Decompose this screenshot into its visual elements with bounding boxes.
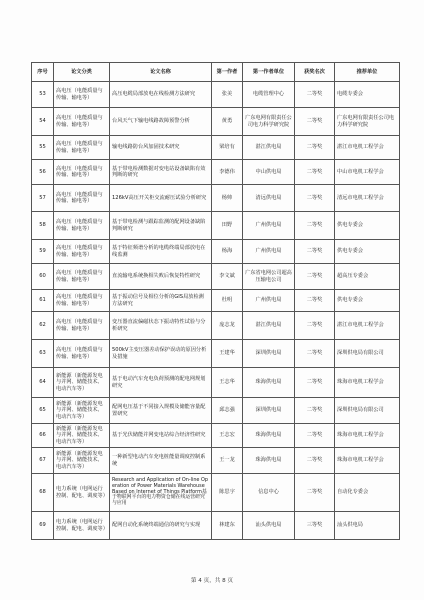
cell-recommender: 广东电网有限责任公司电力科学研究院 bbox=[335, 108, 400, 136]
table-row bbox=[32, 368, 400, 398]
cell-no: 61 bbox=[32, 290, 54, 312]
cell-unit: 珠海供电局 bbox=[243, 424, 295, 448]
cell-author: 杨帅 bbox=[212, 185, 243, 212]
cell-author: 张美 bbox=[212, 82, 243, 108]
cell-no: 65 bbox=[32, 398, 54, 424]
cell-award: 二等奖 bbox=[295, 398, 335, 424]
table-row bbox=[32, 108, 400, 136]
table-row bbox=[32, 474, 400, 512]
table-row bbox=[32, 398, 400, 424]
cell-no: 63 bbox=[32, 340, 54, 368]
page-footer: 第 4 页，共 8 页 bbox=[190, 578, 234, 584]
cell-award: 二等奖 bbox=[295, 424, 335, 448]
cell-title: 变压器直流偏磁状态下振动特性试验与分析研究 bbox=[110, 312, 212, 340]
cell-author: 邱志强 bbox=[212, 398, 243, 424]
cell-recommender: 深圳供电局有限公司 bbox=[335, 340, 400, 368]
cell-no: 55 bbox=[32, 136, 54, 160]
cell-category: 高电压（电能质量与传输、输电等） bbox=[54, 185, 110, 212]
table-row bbox=[32, 512, 400, 540]
cell-title: 配网电压基于不同接入规模及储能容量配置研究 bbox=[110, 398, 212, 424]
cell-no: 68 bbox=[32, 474, 54, 512]
cell-category: 新能源（新能源发电与并网、储能技术、电动汽车等） bbox=[54, 368, 110, 398]
cell-unit: 深圳供电局 bbox=[243, 398, 295, 424]
cell-unit: 广东电网有限责任公司电力科学研究院 bbox=[243, 108, 295, 136]
cell-award: 二等奖 bbox=[295, 448, 335, 474]
table-header-row bbox=[32, 63, 400, 82]
cell-recommender: 中山市电机工程学会 bbox=[335, 160, 400, 185]
cell-no: 60 bbox=[32, 264, 54, 290]
cell-recommender: 汕头供电局 bbox=[335, 512, 400, 540]
cell-author: 王一龙 bbox=[212, 448, 243, 474]
cell-unit: 广州供电局 bbox=[243, 240, 295, 264]
cell-award: 二等奖 bbox=[295, 136, 335, 160]
header-category: 论文分类 bbox=[54, 63, 110, 82]
table-row bbox=[32, 160, 400, 185]
cell-no: 66 bbox=[32, 424, 54, 448]
cell-no: 54 bbox=[32, 108, 54, 136]
cell-author: 黄勇 bbox=[212, 108, 243, 136]
cell-category: 高电压（电能质量与传输、输电等） bbox=[54, 340, 110, 368]
cell-no: 62 bbox=[32, 312, 54, 340]
cell-unit: 深圳供电局 bbox=[243, 340, 295, 368]
header-recommender: 推荐单位 bbox=[335, 63, 400, 82]
table-row bbox=[32, 448, 400, 474]
cell-recommender: 供电专委会 bbox=[335, 240, 400, 264]
cell-award: 二等奖 bbox=[295, 212, 335, 240]
cell-category: 高电压（电能质量与传输、输电等） bbox=[54, 212, 110, 240]
cell-category: 高电压（电能质量与传输、输电等） bbox=[54, 264, 110, 290]
cell-recommender: 珠海市电机工程学会 bbox=[335, 368, 400, 398]
table-row bbox=[32, 212, 400, 240]
cell-title: 500kV主变压器差动保护误动的原因分析及措施 bbox=[110, 340, 212, 368]
cell-unit: 广州供电局 bbox=[243, 212, 295, 240]
cell-unit: 汕头供电局 bbox=[243, 512, 295, 540]
cell-unit: 电缆管理中心 bbox=[243, 82, 295, 108]
cell-award: 二等奖 bbox=[295, 264, 335, 290]
cell-author: 李文斌 bbox=[212, 264, 243, 290]
header-author: 第一作者 bbox=[212, 63, 243, 82]
cell-recommender: 珠海市电机工程学会 bbox=[335, 448, 400, 474]
header-no: 序号 bbox=[32, 63, 54, 82]
cell-no: 58 bbox=[32, 212, 54, 240]
cell-author: 王志宏 bbox=[212, 424, 243, 448]
cell-recommender: 湛江市电机工程学会 bbox=[335, 312, 400, 340]
cell-title: 配网自动化系统终端通信的研究与实现 bbox=[110, 512, 212, 540]
cell-category: 高电压（电能质量与传输、输电等） bbox=[54, 82, 110, 108]
cell-category: 高电压（电能质量与传输、输电等） bbox=[54, 240, 110, 264]
cell-category: 电力系统（电网运行控制、配电、调度等） bbox=[54, 512, 110, 540]
cell-title: 输电线路防台风加固技术研究 bbox=[110, 136, 212, 160]
cell-recommender: 自动化专委会 bbox=[335, 474, 400, 512]
cell-award: 二等奖 bbox=[295, 160, 335, 185]
cell-author: 庞志龙 bbox=[212, 312, 243, 340]
cell-category: 高电压（电能质量与传输、输电等） bbox=[54, 136, 110, 160]
cell-category: 新能源（新能源发电与并网、储能技术、电动汽车等） bbox=[54, 398, 110, 424]
cell-unit: 珠海供电局 bbox=[243, 448, 295, 474]
cell-category: 高电压（电能质量与传输、输电等） bbox=[54, 312, 110, 340]
cell-author: 陈思宇 bbox=[212, 474, 243, 512]
cell-title: 直流输电系统换相失败后恢复特性研究 bbox=[110, 264, 212, 290]
cell-title: 基于特征频谱分析的电缆终端局部放电在线监测 bbox=[110, 240, 212, 264]
table-row bbox=[32, 185, 400, 212]
cell-unit: 珠海供电局 bbox=[243, 368, 295, 398]
cell-author: 田野 bbox=[212, 212, 243, 240]
cell-unit: 清远供电局 bbox=[243, 185, 295, 212]
table-row bbox=[32, 290, 400, 312]
cell-award: 三等奖 bbox=[295, 512, 335, 540]
cell-recommender: 电缆专委会 bbox=[335, 82, 400, 108]
cell-title: 基于电动汽车充电负荷预测的配电网规划研究 bbox=[110, 368, 212, 398]
cell-category: 高电压（电能质量与传输、输电等） bbox=[54, 290, 110, 312]
cell-no: 56 bbox=[32, 160, 54, 185]
cell-unit: 广州供电局 bbox=[243, 290, 295, 312]
cell-title: 高压电缆局部放电在线检测方法研究 bbox=[110, 82, 212, 108]
cell-unit: 湛江供电局 bbox=[243, 312, 295, 340]
cell-category: 电力系统（电网运行控制、配电、调度等） bbox=[54, 474, 110, 512]
table-row bbox=[32, 136, 400, 160]
cell-no: 64 bbox=[32, 368, 54, 398]
cell-recommender: 清远市电机工程学会 bbox=[335, 185, 400, 212]
cell-no: 69 bbox=[32, 512, 54, 540]
cell-author: 李德伟 bbox=[212, 160, 243, 185]
cell-title: 126kV高压开关柜交流耐压试验分析研究 bbox=[110, 185, 212, 212]
cell-author: 杜明 bbox=[212, 290, 243, 312]
cell-title: 一种新型电动汽车充电桩能量调度控制系统 bbox=[110, 448, 212, 474]
cell-author: 王建华 bbox=[212, 340, 243, 368]
cell-category: 高电压（电能质量与传输、输电等） bbox=[54, 108, 110, 136]
cell-author: 林建东 bbox=[212, 512, 243, 540]
cell-title: 基于振动信号及相位分析的GIS局放检测方法研究 bbox=[110, 290, 212, 312]
cell-category: 高电压（电能质量与传输、输电等） bbox=[54, 160, 110, 185]
cell-unit: 湛江供电局 bbox=[243, 136, 295, 160]
table-row bbox=[32, 312, 400, 340]
cell-no: 59 bbox=[32, 240, 54, 264]
table-row bbox=[32, 424, 400, 448]
cell-author: 王志华 bbox=[212, 368, 243, 398]
cell-recommender: 超高压专委会 bbox=[335, 264, 400, 290]
cell-recommender: 湛江市电机工程学会 bbox=[335, 136, 400, 160]
cell-unit: 中山供电局 bbox=[243, 160, 295, 185]
cell-title: 基于光伏储能并网变电站综合经济性研究 bbox=[110, 424, 212, 448]
table-row bbox=[32, 340, 400, 368]
cell-author: 杨海 bbox=[212, 240, 243, 264]
cell-no: 67 bbox=[32, 448, 54, 474]
cell-award: 二等奖 bbox=[295, 82, 335, 108]
cell-recommender: 珠海市电机工程学会 bbox=[335, 424, 400, 448]
header-title: 论文名称 bbox=[110, 63, 212, 82]
cell-award: 二等奖 bbox=[295, 290, 335, 312]
cell-category: 新能源（新能源发电与并网、储能技术、电动汽车等） bbox=[54, 424, 110, 448]
table-row bbox=[32, 240, 400, 264]
cell-recommender: 供电专委会 bbox=[335, 290, 400, 312]
cell-award: 二等奖 bbox=[295, 108, 335, 136]
cell-award: 二等奖 bbox=[295, 240, 335, 264]
header-award: 获奖名次 bbox=[295, 63, 335, 82]
cell-award: 二等奖 bbox=[295, 185, 335, 212]
header-unit: 第一作者单位 bbox=[243, 63, 295, 82]
cell-unit: 广东省电网公司超高压输电公司 bbox=[243, 264, 295, 290]
cell-recommender: 深圳供电局有限公司 bbox=[335, 398, 400, 424]
awards-table bbox=[31, 62, 400, 540]
table-row bbox=[32, 264, 400, 290]
cell-title: 台风天气下输电线路故障预警分析 bbox=[110, 108, 212, 136]
table-row bbox=[32, 82, 400, 108]
cell-title: 基于带电检测与跟踪监测的配网设备缺陷判断研究 bbox=[110, 212, 212, 240]
cell-award: 二等奖 bbox=[295, 474, 335, 512]
cell-award: 二等奖 bbox=[295, 312, 335, 340]
cell-recommender: 供电专委会 bbox=[335, 212, 400, 240]
cell-category: 新能源（新能源发电与并网、储能技术、电动汽车等） bbox=[54, 448, 110, 474]
cell-unit: 信息中心 bbox=[243, 474, 295, 512]
cell-no: 53 bbox=[32, 82, 54, 108]
cell-title: 基于带电检测数据对变电站设备缺陷有效判断的研究 bbox=[110, 160, 212, 185]
cell-award: 二等奖 bbox=[295, 368, 335, 398]
cell-title: Research and Application of On-line Operation of Power Materials Warehouse Based on Internet of Things Platform基于物联网平台的电力物资仓储在线运营研究与应用 bbox=[110, 474, 212, 512]
cell-author: 梁培有 bbox=[212, 136, 243, 160]
cell-no: 57 bbox=[32, 185, 54, 212]
cell-award: 二等奖 bbox=[295, 340, 335, 368]
